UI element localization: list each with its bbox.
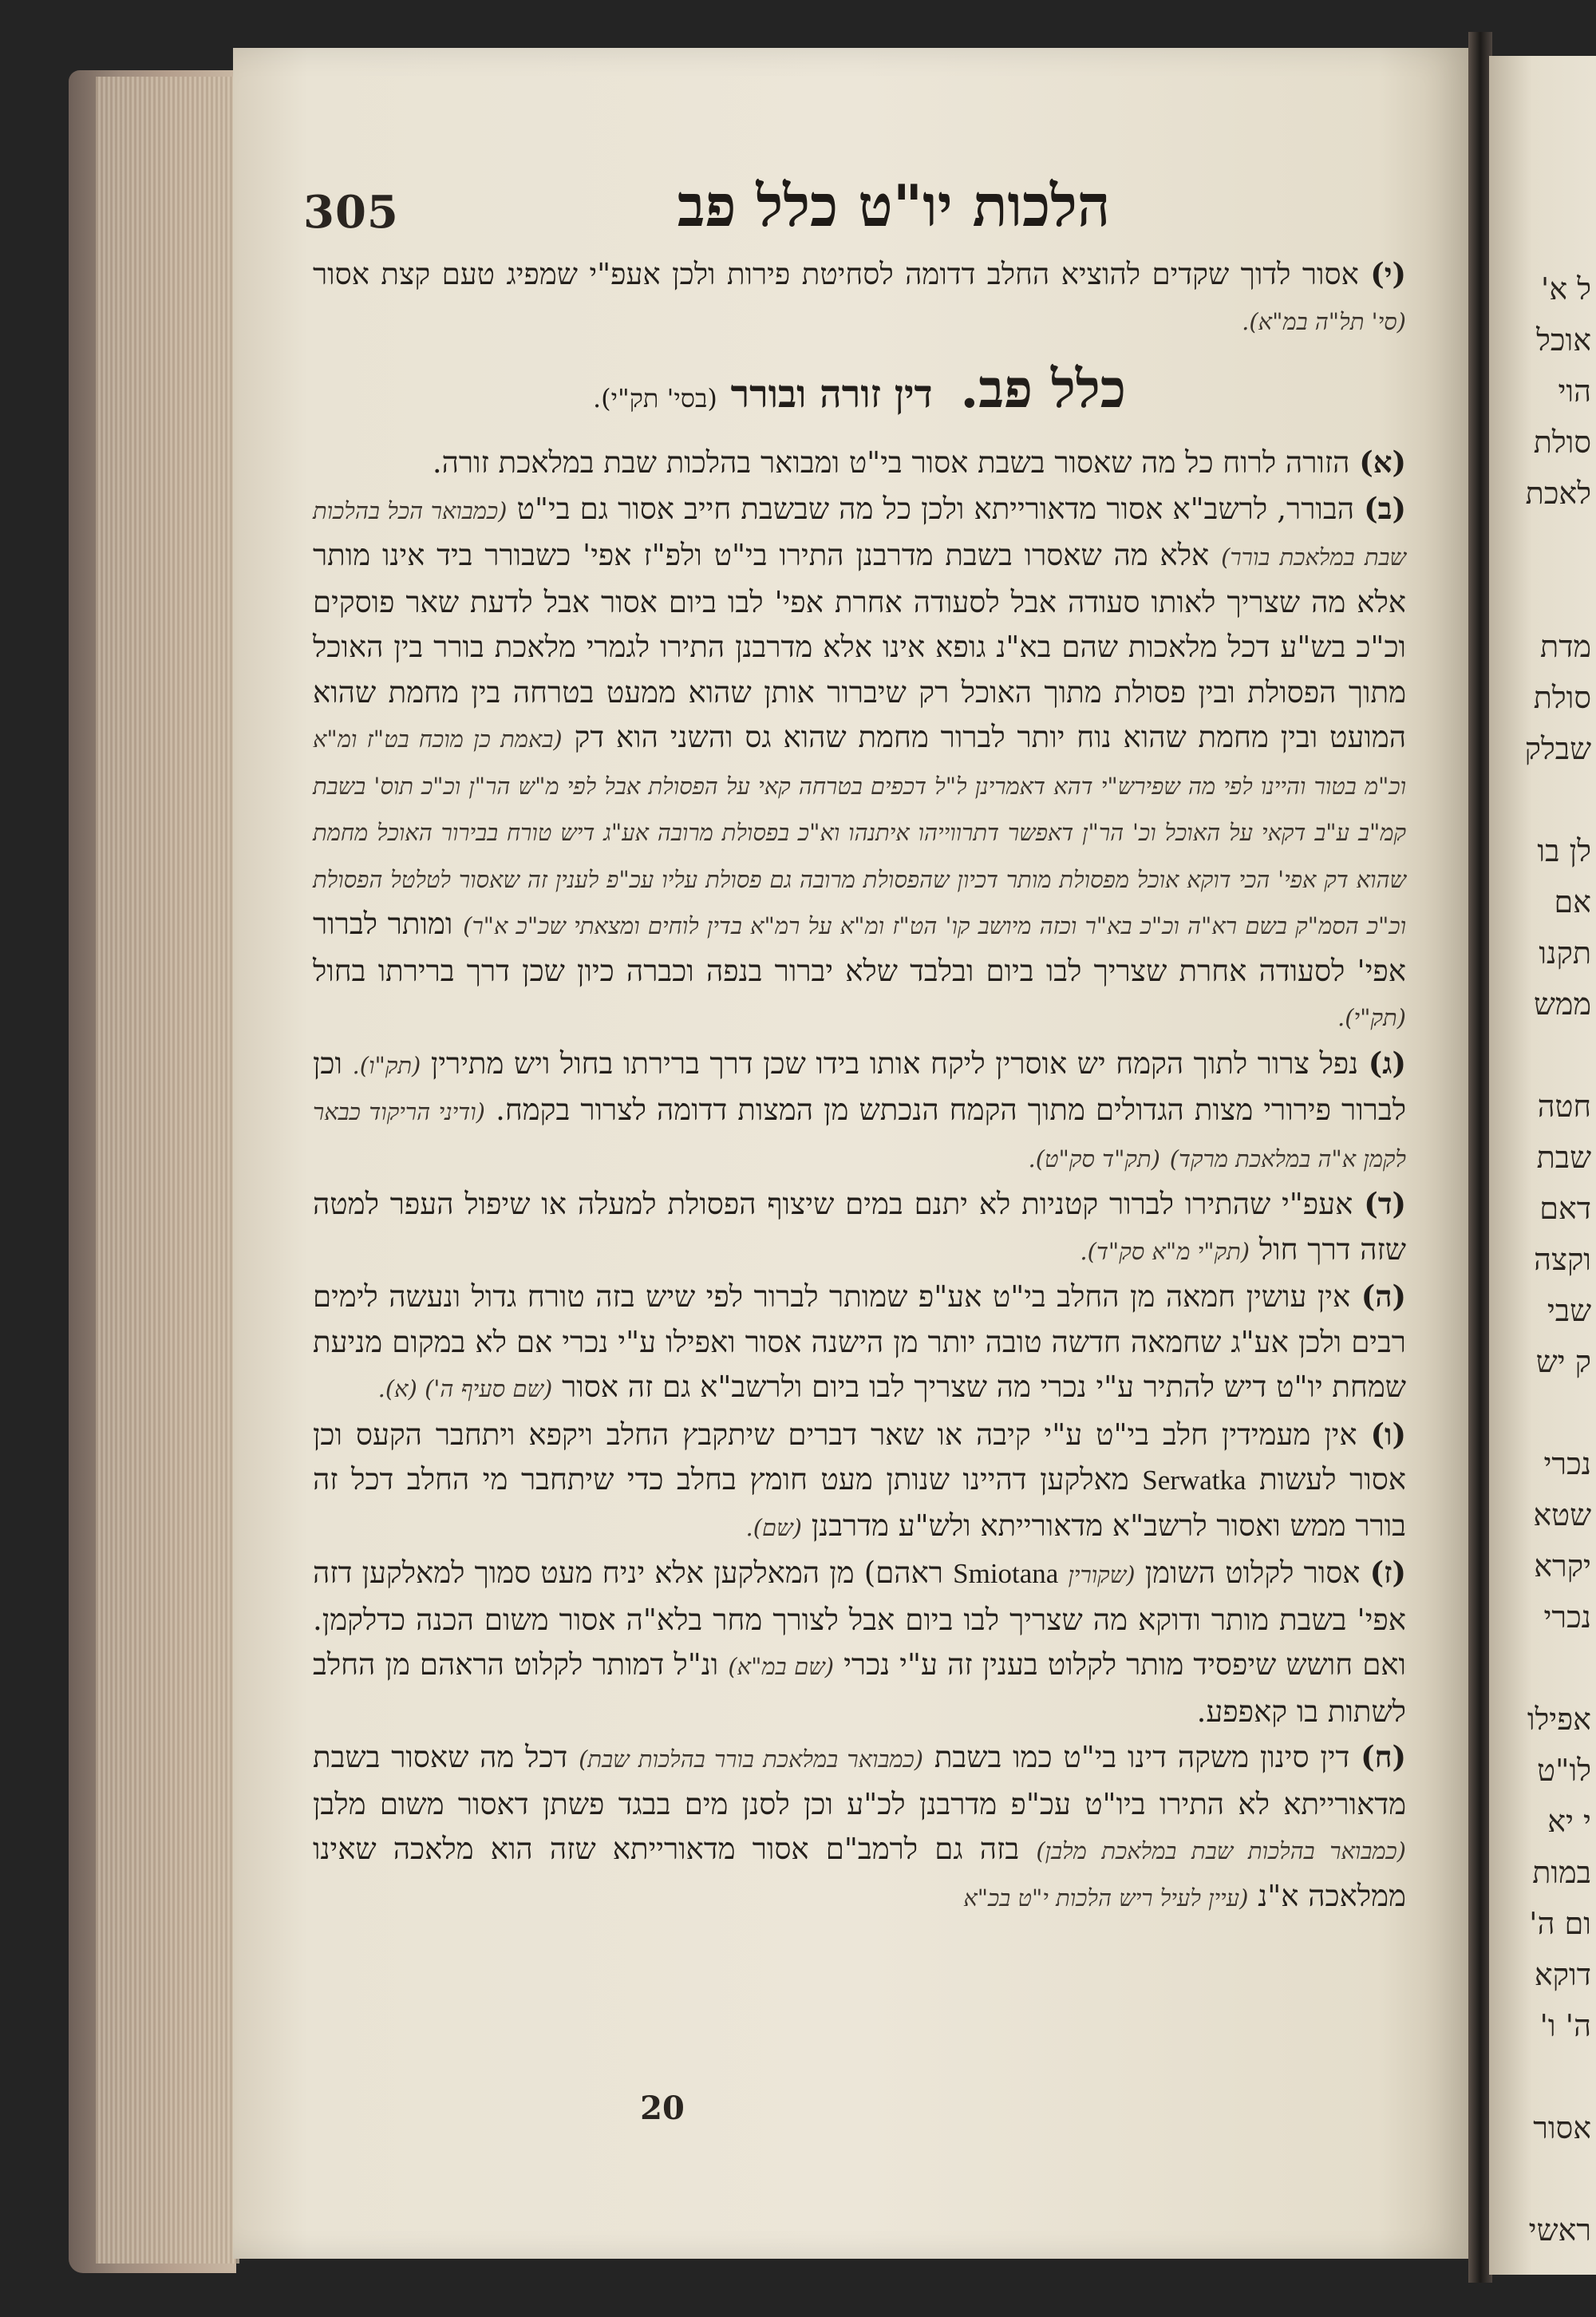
right-page-fragment: ראשי	[1528, 2212, 1591, 2248]
paragraph-text: הבורר, לרשב"א אסור מדאורייתא ולכן כל מה שבשבת חייב אסור גם בי"ט	[516, 491, 1354, 526]
paragraph-zayin	[313, 1550, 1406, 1734]
paragraph-text: אין מעמידין חלב בי"ט ע"י קיבה או שאר דברים שיתקבץ החלב ויקפא ויתחבר הקעס וכן אסור לעשות	[313, 1417, 1406, 1497]
page-header	[303, 172, 1420, 259]
right-page-fragment: תקנו	[1539, 935, 1591, 971]
source-reference: (סי' תל"ה במ"א).	[1242, 307, 1406, 335]
right-page-fragment: לו"ט	[1537, 1753, 1591, 1788]
source-reference: (תק"י).	[1337, 1004, 1406, 1031]
chapter-heading	[313, 358, 1406, 429]
right-page-fragment	[1495, 2153, 1591, 2204]
right-page-fragment: דאם	[1539, 1191, 1591, 1226]
inline-note: (עיין לעיל ריש הלכות י"ט בכ"א	[963, 1884, 1249, 1912]
right-page-fragment	[1495, 1387, 1591, 1438]
paragraph-marker: (ז)	[1369, 1555, 1406, 1590]
paragraph-text: דכל מה שאסור בשבת מדאורייתא לא התירו ביו"ט עכ"פ מדרבנן לכ"ע וכן לסנן מים בבגד פשתן דאסור משום מלבן	[313, 1740, 1406, 1821]
right-page-fragment: שבי	[1547, 1293, 1591, 1328]
right-page-fragment	[1495, 1030, 1591, 1081]
right-page-fragment	[1495, 570, 1591, 621]
right-page-fragments	[1495, 263, 1591, 2256]
source-reference: (תק"ו).	[352, 1051, 421, 1079]
inline-note: (שקורין	[1068, 1561, 1136, 1588]
source-reference: (שם).	[745, 1513, 802, 1541]
paragraph-marker: (י)	[1370, 256, 1406, 291]
right-page-fragment: אסור	[1533, 2110, 1591, 2145]
paragraph-marker: (ד)	[1364, 1186, 1406, 1221]
paragraph-marker: (ה)	[1361, 1279, 1406, 1314]
paragraph-text: בזה גם לרמב"ם אסור מדאורייתא שזה הוא מלאכה שאינו ממלאכה א"נ	[313, 1832, 1406, 1913]
paragraph-marker: (ח)	[1361, 1739, 1406, 1774]
right-page-fragment: דוקא	[1534, 1957, 1591, 1992]
right-page-fragment: לן בו	[1537, 833, 1591, 868]
paragraph-gimel	[313, 1041, 1406, 1182]
right-page-fragment: הוי	[1558, 374, 1591, 409]
inline-note: (באמת כן מוכח בט"ז ומ"א וכ"מ בטור והיינו לפי מה שפירש"י דהא דאמרינן ל"ל דכפים בטרחה קאי על הפסולת אבל לפי מ"ש הר"ן וכ"כ תוס' בשבת קמ"ב ע"ב דקאי על האוכל וכ' הר"ן דאפשר דתרווייהו איתנהו וא"כ בפסולת מרובה אע"ג דיש טורח בבירור האוכל מחמת שהוא דק אפי' הכי דוקא אוכל מפסולת מותר דכיון שהפסולת מרובה גם פסולת עליו עכ"פ לענין זה שאסור לטלטל הפסולת וכ"כ הסמ"ק בשם רא"ה וכ"כ בא"ר וכזה מיושב קו' הט"ז ומ"א על רמ"א בדין לוחים ומצאתי שכ"כ א"ר)	[313, 726, 1406, 939]
right-page-fragment: חטה	[1537, 1089, 1591, 1124]
right-page-fragment	[1495, 2051, 1591, 2102]
right-page-fragment	[1495, 774, 1591, 825]
inline-note: (כמבואר בהלכות שבת במלאכת מלבן)	[1036, 1837, 1406, 1864]
chapter-title: דין זורה ובורר	[730, 372, 933, 417]
inline-note: (ודיני הריקוד כבאר לקמן א"ה במלאכת מרקד)	[313, 1098, 1406, 1172]
right-page-fragment: נכרי	[1543, 1446, 1591, 1481]
paragraph-marker: (ב)	[1364, 490, 1407, 526]
paragraph-vav	[313, 1412, 1406, 1551]
paragraph-marker: (ו)	[1370, 1416, 1406, 1452]
page-number: 305	[303, 186, 399, 239]
right-page-partial	[1489, 56, 1596, 2275]
paragraph-text: ונ"ל דמותר לקלוט הראהם מן החלב לשתות בו קאפפע.	[313, 1647, 1406, 1729]
right-page-fragment: אם	[1554, 884, 1591, 919]
paragraph-text: נפל צרור לתוך הקמח יש אוסרין ליקח אותו בידו שכן דרך ברירתו בחול ויש מתירין	[430, 1046, 1359, 1081]
inline-note: (כמבואר הכל בהלכות שבת במלאכת בורר)	[313, 496, 1407, 571]
right-page-fragment: לאכת	[1525, 476, 1591, 511]
paragraph-text: ראהם) מן המאלקען אלא יניח מעט סמוך למאלקען דזה אפי' בשבת מותר ודוקא מה שצריך לבו ביום אבל לצורך מחר בלא"ה אסור משום הכנה כדלקמן. ואם חושש שיפסיד מותר לקלוט בענין זה ע"י נכרי	[313, 1556, 1406, 1682]
paragraph-he	[313, 1274, 1406, 1412]
right-page-fragment: ה' ו'	[1539, 2008, 1591, 2043]
paragraph-text: מאלקען דהיינו שנותן מעט חומץ בחלב כדי שיתחבר מי החלב דכל זה בורר ממש ואסור לרשב"א מדאורייתא ולש"ע מדרבנן	[313, 1462, 1406, 1543]
inline-note: (כמבואר במלאכת בורר בהלכות שבת)	[579, 1746, 924, 1773]
paragraph-text: אעפ"י שהתירו לברור קטניות לא יתנם במים שיצוף הפסולת למעלה או שיפול העפר למטה שזה דרך חול	[313, 1187, 1406, 1267]
page-edges	[96, 77, 239, 2264]
right-page-fragment: י יא	[1547, 1804, 1591, 1839]
right-page-fragment: נכרי	[1543, 1599, 1591, 1635]
right-page-fragment	[1495, 1643, 1591, 1694]
right-page-fragment: שבלק	[1524, 731, 1591, 766]
page-body	[313, 251, 1406, 1920]
right-page-fragment: ום ה'	[1529, 1906, 1591, 1941]
paragraph-text: אסור לקלוט השומן	[1144, 1556, 1361, 1590]
right-page-fragment: שטא	[1533, 1497, 1591, 1532]
right-page-fragment: יקרא	[1534, 1548, 1591, 1584]
right-page-fragment: במות	[1532, 1855, 1591, 1890]
chapter-source: (בסי' תק"י).	[592, 383, 717, 413]
right-page-fragment: ממש	[1534, 987, 1591, 1022]
paragraph-marker: (ג)	[1368, 1045, 1407, 1081]
running-head: הלכות יו"ט כלל פב	[677, 172, 1111, 239]
source-reference: (תק"י מ"א סק"ד).	[1080, 1237, 1250, 1265]
foreign-word: Smiotana	[953, 1558, 1059, 1589]
paragraph-bet	[313, 486, 1406, 1041]
right-page-fragment: סולת	[1533, 680, 1591, 715]
signature-mark: 20	[640, 2090, 685, 2127]
right-page-fragment: שבת	[1536, 1140, 1591, 1175]
paragraph-dalet	[313, 1181, 1406, 1274]
right-page-fragment: אוכל	[1536, 322, 1591, 358]
right-page-fragment	[1495, 519, 1591, 570]
paragraph-text: וכן לברור פירורי מצות הגדולים מתוך הקמח הנכתש מן המצות דדומה לצרור בקמח.	[313, 1046, 1407, 1127]
paragraph-text: אין עושין חמאה מן החלב בי"ט אע"פ שמותר לברור לפי שיש בזה טורח גדול ונעשה לימים רבים ולכן אע"ג שחמאה חדשה טובה יותר מן הישנה אסור ואפילו ע"י נכרי אם לא במקום מניעת שמחת יו"ט דיש להתיר ע"י נכרי מה שצריך לבו ביום ולרשב"א גם זה אסור	[313, 1279, 1406, 1404]
chapter-number: כלל פב.	[960, 358, 1126, 420]
paragraph-text: אלא מה שאסרו בשבת מדרבנן התירו בי"ט ולפ"ז אפי' כשבורר ביד אינו מותר אלא מה שצריך לאותו סעודה אבל לסעודה אחרת אפי' לבו ביום אסור אבל לדעת שאר פוסקים וכ"כ בש"ע דכל מלאכות שהם בא"נ גופא אינו אלא מדרבנן התירו לגמרי מלאכת בורר בין האוכל מתוך הפסולת ובין פסולת מתוך האוכל רק שיברור אותן שהוא ממעט בטרחה בין מחמת שהוא המועט ובין מחמת שהוא נוח יותר לברור מחמת שהוא גס והשני הוא דק	[313, 538, 1406, 754]
paragraph-text: ומותר לברור אפי' לסעודה אחרת שצריך לבו ביום ובלבד שלא יברור בנפה וכברה כיון שכן דרך ברירתו בחול	[313, 907, 1406, 988]
paragraph-text: הזורה לרוח כל מה שאסור בשבת אסור בי"ט ומבואר בהלכות שבת במלאכת זורה.	[432, 445, 1350, 480]
right-page-fragment: סולת	[1533, 425, 1591, 460]
source-reference: (שם סעיף ה') (א).	[377, 1375, 553, 1402]
right-page-fragment: אפילו	[1527, 1702, 1591, 1737]
paragraph-text: אסור לדוך שקדים להוציא החלב דדומה לסחיטת פירות ולכן אעפ"י שמפיג טעם קצת אסור	[313, 257, 1359, 291]
right-page-fragment: ל א'	[1540, 271, 1591, 306]
paragraph-text: דין סינון משקה דינו בי"ט כמו בשבת	[934, 1740, 1350, 1774]
source-reference: (שם במ"א)	[728, 1653, 835, 1680]
foreign-word: Serwatka	[1142, 1465, 1246, 1496]
right-page-fragment: מדת	[1540, 629, 1591, 664]
paragraph-alef	[313, 440, 1406, 486]
right-page-fragment: ק יש	[1535, 1344, 1591, 1379]
source-reference: (תק"ד סק"ט).	[1028, 1145, 1160, 1172]
paragraph-chet	[313, 1734, 1406, 1920]
right-page-fragment: וקצה	[1534, 1242, 1591, 1277]
continuation-paragraph	[313, 251, 1406, 344]
paragraph-marker: (א)	[1359, 445, 1406, 480]
